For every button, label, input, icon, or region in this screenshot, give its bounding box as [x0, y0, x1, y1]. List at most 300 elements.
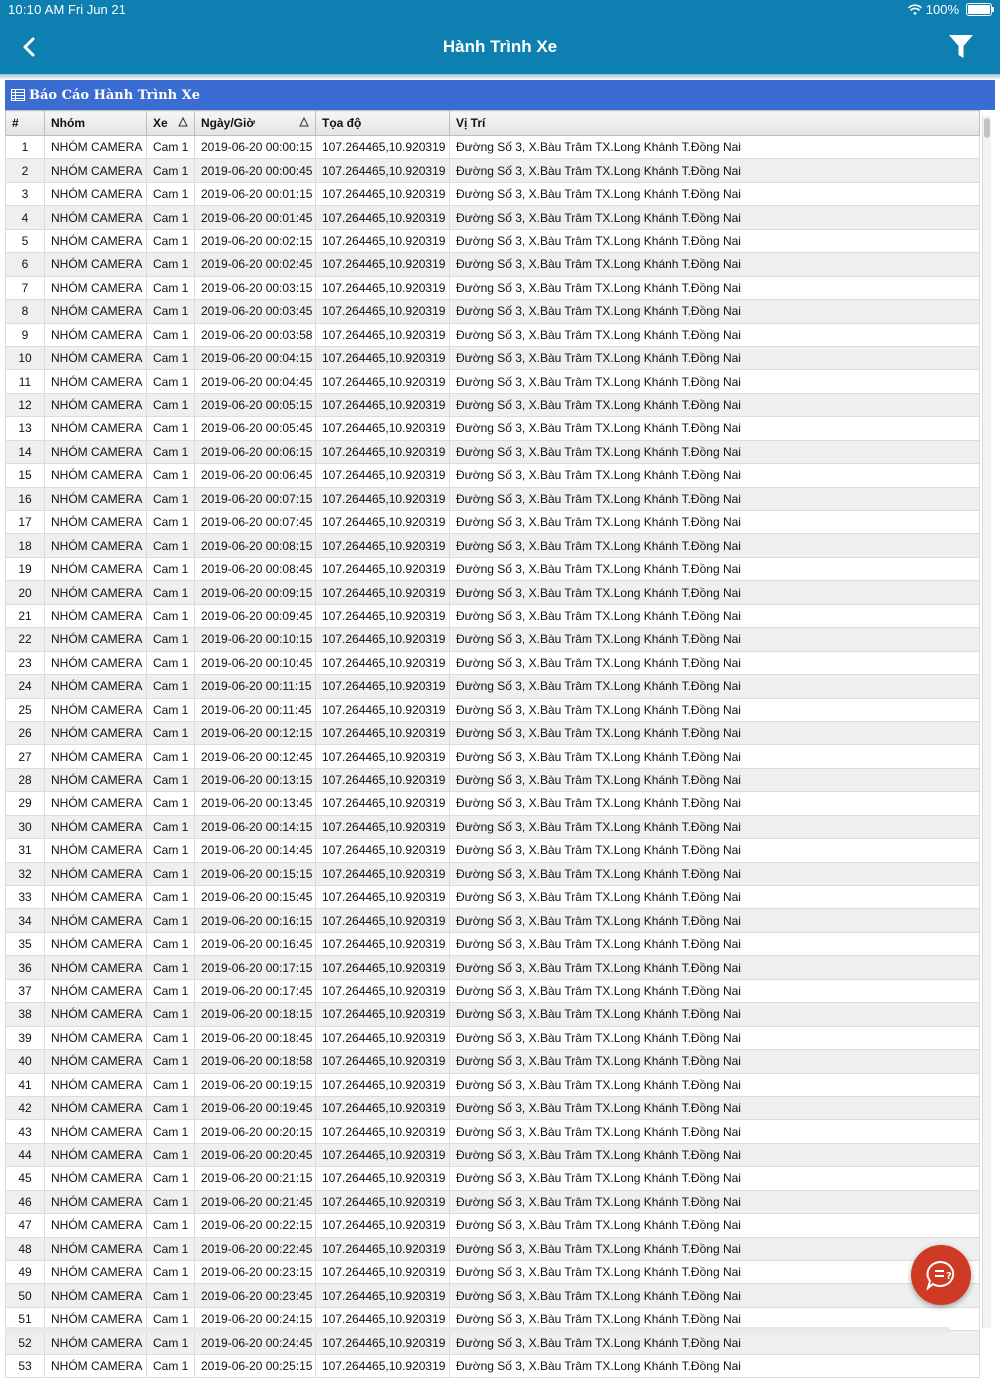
cell-location: Đường Số 3, X.Bàu Trâm TX.Long Khánh T.Đồng Nai: [450, 698, 980, 721]
table-row[interactable]: [6, 909, 980, 932]
cell-datetime: 2019-06-20 00:05:15: [195, 393, 316, 416]
table-row[interactable]: [6, 1050, 980, 1073]
cell-coordinates: 107.264465,10.920319: [316, 276, 450, 299]
table-row[interactable]: [6, 815, 980, 838]
cell-coordinates: 107.264465,10.920319: [316, 909, 450, 932]
table-row[interactable]: [6, 487, 980, 510]
cell-location: Đường Số 3, X.Bàu Trâm TX.Long Khánh T.Đồng Nai: [450, 604, 980, 627]
cell-location: Đường Số 3, X.Bàu Trâm TX.Long Khánh T.Đồng Nai: [450, 159, 980, 182]
cell-datetime: 2019-06-20 00:02:45: [195, 253, 316, 276]
cell-coordinates: 107.264465,10.920319: [316, 159, 450, 182]
cell-location: Đường Số 3, X.Bàu Trâm TX.Long Khánh T.Đồng Nai: [450, 839, 980, 862]
cell-index: 2: [6, 159, 45, 182]
cell-vehicle: Cam 1: [147, 815, 195, 838]
cell-vehicle: Cam 1: [147, 534, 195, 557]
cell-location: Đường Số 3, X.Bàu Trâm TX.Long Khánh T.Đồng Nai: [450, 1214, 980, 1237]
status-date: Fri Jun 21: [68, 2, 126, 17]
cell-group: NHÓM CAMERA: [45, 300, 147, 323]
cell-vehicle: Cam 1: [147, 1237, 195, 1260]
cell-group: NHÓM CAMERA: [45, 1026, 147, 1049]
table-row[interactable]: [6, 276, 980, 299]
table-row[interactable]: [6, 628, 980, 651]
cell-datetime: 2019-06-20 00:00:45: [195, 159, 316, 182]
cell-datetime: 2019-06-20 00:21:15: [195, 1167, 316, 1190]
cell-index: 19: [6, 557, 45, 580]
cell-coordinates: 107.264465,10.920319: [316, 862, 450, 885]
table-row[interactable]: [6, 136, 980, 159]
cell-index: 29: [6, 792, 45, 815]
cell-location: Đường Số 3, X.Bàu Trâm TX.Long Khánh T.Đồng Nai: [450, 1143, 980, 1166]
cell-index: 5: [6, 229, 45, 252]
cell-vehicle: Cam 1: [147, 159, 195, 182]
cell-coordinates: 107.264465,10.920319: [316, 1026, 450, 1049]
cell-coordinates: 107.264465,10.920319: [316, 253, 450, 276]
table-row[interactable]: [6, 721, 980, 744]
top-navigation-bar: [0, 0, 1000, 74]
cell-index: 15: [6, 464, 45, 487]
cell-location: Đường Số 3, X.Bàu Trâm TX.Long Khánh T.Đồng Nai: [450, 628, 980, 651]
cell-location: Đường Số 3, X.Bàu Trâm TX.Long Khánh T.Đồng Nai: [450, 136, 980, 159]
cell-coordinates: 107.264465,10.920319: [316, 346, 450, 369]
cell-location: Đường Số 3, X.Bàu Trâm TX.Long Khánh T.Đồng Nai: [450, 1307, 980, 1330]
cell-datetime: 2019-06-20 00:18:45: [195, 1026, 316, 1049]
cell-coordinates: 107.264465,10.920319: [316, 1261, 450, 1284]
cell-index: 22: [6, 628, 45, 651]
cell-index: 16: [6, 487, 45, 510]
table-row[interactable]: [6, 1261, 980, 1284]
cell-location: Đường Số 3, X.Bàu Trâm TX.Long Khánh T.Đồng Nai: [450, 745, 980, 768]
cell-index: 51: [6, 1307, 45, 1330]
cell-datetime: 2019-06-20 00:16:15: [195, 909, 316, 932]
cell-group: NHÓM CAMERA: [45, 721, 147, 744]
cell-group: NHÓM CAMERA: [45, 557, 147, 580]
column-header-coordinates[interactable]: Tọa độ: [316, 111, 450, 136]
cell-group: NHÓM CAMERA: [45, 393, 147, 416]
table-row[interactable]: [6, 229, 980, 252]
cell-group: NHÓM CAMERA: [45, 628, 147, 651]
report-header: [5, 80, 995, 110]
cell-coordinates: 107.264465,10.920319: [316, 581, 450, 604]
cell-vehicle: Cam 1: [147, 1003, 195, 1026]
cell-datetime: 2019-06-20 00:07:45: [195, 511, 316, 534]
cell-group: NHÓM CAMERA: [45, 839, 147, 862]
chat-support-button[interactable]: [911, 1245, 971, 1305]
table-row[interactable]: [6, 1190, 980, 1213]
cell-datetime: 2019-06-20 00:04:15: [195, 346, 316, 369]
cell-datetime: 2019-06-20 00:24:45: [195, 1331, 316, 1354]
table-row[interactable]: [6, 886, 980, 909]
column-header-vehicle[interactable]: [147, 111, 195, 136]
cell-location: Đường Số 3, X.Bàu Trâm TX.Long Khánh T.Đồng Nai: [450, 1167, 980, 1190]
cell-datetime: 2019-06-20 00:24:15: [195, 1307, 316, 1330]
cell-vehicle: Cam 1: [147, 768, 195, 791]
cell-index: 44: [6, 1143, 45, 1166]
cell-vehicle: Cam 1: [147, 1050, 195, 1073]
cell-vehicle: Cam 1: [147, 1096, 195, 1119]
cell-datetime: 2019-06-20 00:17:45: [195, 979, 316, 1002]
cell-vehicle: Cam 1: [147, 698, 195, 721]
cell-datetime: 2019-06-20 00:11:45: [195, 698, 316, 721]
cell-coordinates: 107.264465,10.920319: [316, 1120, 450, 1143]
cell-location: Đường Số 3, X.Bàu Trâm TX.Long Khánh T.Đồng Nai: [450, 721, 980, 744]
cell-group: NHÓM CAMERA: [45, 1284, 147, 1307]
cell-location: Đường Số 3, X.Bàu Trâm TX.Long Khánh T.Đồng Nai: [450, 323, 980, 346]
cell-location: Đường Số 3, X.Bàu Trâm TX.Long Khánh T.Đồng Nai: [450, 1050, 980, 1073]
table-row[interactable]: [6, 862, 980, 885]
cell-coordinates: 107.264465,10.920319: [316, 815, 450, 838]
cell-location: Đường Số 3, X.Bàu Trâm TX.Long Khánh T.Đồng Nai: [450, 182, 980, 205]
cell-coordinates: 107.264465,10.920319: [316, 464, 450, 487]
table-header-row: [6, 111, 980, 136]
sort-triangle-icon: [299, 117, 309, 127]
cell-datetime: 2019-06-20 00:03:45: [195, 300, 316, 323]
cell-vehicle: Cam 1: [147, 229, 195, 252]
cell-group: NHÓM CAMERA: [45, 1331, 147, 1354]
cell-vehicle: Cam 1: [147, 557, 195, 580]
cell-datetime: 2019-06-20 00:06:15: [195, 440, 316, 463]
cell-index: 27: [6, 745, 45, 768]
cell-datetime: 2019-06-20 00:07:15: [195, 487, 316, 510]
cell-location: Đường Số 3, X.Bàu Trâm TX.Long Khánh T.Đồng Nai: [450, 346, 980, 369]
cell-group: NHÓM CAMERA: [45, 1143, 147, 1166]
table-row[interactable]: [6, 1214, 980, 1237]
cell-vehicle: Cam 1: [147, 440, 195, 463]
cell-datetime: 2019-06-20 00:16:45: [195, 932, 316, 955]
cell-coordinates: 107.264465,10.920319: [316, 628, 450, 651]
cell-group: NHÓM CAMERA: [45, 745, 147, 768]
cell-location: Đường Số 3, X.Bàu Trâm TX.Long Khánh T.Đồng Nai: [450, 886, 980, 909]
table-row[interactable]: [6, 393, 980, 416]
cell-coordinates: 107.264465,10.920319: [316, 1096, 450, 1119]
table-row[interactable]: [6, 511, 980, 534]
table-row[interactable]: [6, 745, 980, 768]
cell-index: 25: [6, 698, 45, 721]
cell-datetime: 2019-06-20 00:23:45: [195, 1284, 316, 1307]
cell-vehicle: Cam 1: [147, 182, 195, 205]
table-row[interactable]: [6, 370, 980, 393]
table-row[interactable]: [6, 557, 980, 580]
cell-datetime: 2019-06-20 00:25:15: [195, 1354, 316, 1377]
cell-vehicle: Cam 1: [147, 300, 195, 323]
cell-coordinates: 107.264465,10.920319: [316, 393, 450, 416]
table-row[interactable]: [6, 346, 980, 369]
cell-datetime: 2019-06-20 00:22:45: [195, 1237, 316, 1260]
cell-group: NHÓM CAMERA: [45, 370, 147, 393]
cell-group: NHÓM CAMERA: [45, 886, 147, 909]
cell-location: Đường Số 3, X.Bàu Trâm TX.Long Khánh T.Đồng Nai: [450, 487, 980, 510]
cell-location: Đường Số 3, X.Bàu Trâm TX.Long Khánh T.Đồng Nai: [450, 370, 980, 393]
cell-group: NHÓM CAMERA: [45, 276, 147, 299]
scrollbar-thumb[interactable]: [984, 118, 990, 138]
cell-location: Đường Số 3, X.Bàu Trâm TX.Long Khánh T.Đồng Nai: [450, 1026, 980, 1049]
cell-group: NHÓM CAMERA: [45, 253, 147, 276]
cell-coordinates: 107.264465,10.920319: [316, 1307, 450, 1330]
cell-coordinates: 107.264465,10.920319: [316, 604, 450, 627]
status-indicators: [908, 2, 992, 17]
cell-index: 53: [6, 1354, 45, 1377]
cell-datetime: 2019-06-20 00:20:45: [195, 1143, 316, 1166]
cell-index: 37: [6, 979, 45, 1002]
cell-group: NHÓM CAMERA: [45, 511, 147, 534]
table-row[interactable]: [6, 1237, 980, 1260]
cell-group: NHÓM CAMERA: [45, 792, 147, 815]
cell-coordinates: 107.264465,10.920319: [316, 1050, 450, 1073]
cell-datetime: 2019-06-20 00:13:15: [195, 768, 316, 791]
cell-vehicle: Cam 1: [147, 1214, 195, 1237]
cell-location: Đường Số 3, X.Bàu Trâm TX.Long Khánh T.Đồng Nai: [450, 1331, 980, 1354]
table-row[interactable]: [6, 300, 980, 323]
cell-index: 41: [6, 1073, 45, 1096]
cell-location: Đường Số 3, X.Bàu Trâm TX.Long Khánh T.Đồng Nai: [450, 1190, 980, 1213]
cell-vehicle: Cam 1: [147, 1261, 195, 1284]
table-row[interactable]: [6, 534, 980, 557]
cell-index: 35: [6, 932, 45, 955]
cell-location: Đường Số 3, X.Bàu Trâm TX.Long Khánh T.Đồng Nai: [450, 862, 980, 885]
cell-vehicle: Cam 1: [147, 979, 195, 1002]
cell-datetime: 2019-06-20 00:21:45: [195, 1190, 316, 1213]
cell-location: Đường Số 3, X.Bàu Trâm TX.Long Khánh T.Đồng Nai: [450, 1120, 980, 1143]
table-row[interactable]: [6, 956, 980, 979]
cell-index: 7: [6, 276, 45, 299]
table-row[interactable]: [6, 1096, 980, 1119]
table-row[interactable]: [6, 206, 980, 229]
cell-datetime: 2019-06-20 00:10:15: [195, 628, 316, 651]
cell-vehicle: Cam 1: [147, 1190, 195, 1213]
cell-location: Đường Số 3, X.Bàu Trâm TX.Long Khánh T.Đồng Nai: [450, 464, 980, 487]
cell-datetime: 2019-06-20 00:04:45: [195, 370, 316, 393]
cell-vehicle: Cam 1: [147, 1331, 195, 1354]
cell-group: NHÓM CAMERA: [45, 956, 147, 979]
cell-vehicle: Cam 1: [147, 675, 195, 698]
table-row[interactable]: [6, 417, 980, 440]
table-row[interactable]: [6, 159, 980, 182]
cell-group: NHÓM CAMERA: [45, 487, 147, 510]
cell-datetime: 2019-06-20 00:13:45: [195, 792, 316, 815]
cell-location: Đường Số 3, X.Bàu Trâm TX.Long Khánh T.Đồng Nai: [450, 1096, 980, 1119]
cell-index: 34: [6, 909, 45, 932]
svg-text:?: ?: [946, 1271, 952, 1282]
table-row[interactable]: [6, 323, 980, 346]
table-row[interactable]: [6, 1331, 980, 1354]
cell-coordinates: 107.264465,10.920319: [316, 979, 450, 1002]
cell-group: NHÓM CAMERA: [45, 675, 147, 698]
cell-group: NHÓM CAMERA: [45, 182, 147, 205]
cell-vehicle: Cam 1: [147, 886, 195, 909]
cell-location: Đường Số 3, X.Bàu Trâm TX.Long Khánh T.Đồng Nai: [450, 1237, 980, 1260]
cell-group: NHÓM CAMERA: [45, 1167, 147, 1190]
cell-group: NHÓM CAMERA: [45, 651, 147, 674]
cell-group: NHÓM CAMERA: [45, 1261, 147, 1284]
cell-location: Đường Số 3, X.Bàu Trâm TX.Long Khánh T.Đồng Nai: [450, 440, 980, 463]
cell-index: 31: [6, 839, 45, 862]
cell-datetime: 2019-06-20 00:23:15: [195, 1261, 316, 1284]
cell-coordinates: 107.264465,10.920319: [316, 370, 450, 393]
table-row[interactable]: [6, 932, 980, 955]
cell-index: 46: [6, 1190, 45, 1213]
cell-group: NHÓM CAMERA: [45, 1120, 147, 1143]
cell-vehicle: Cam 1: [147, 276, 195, 299]
table-row[interactable]: [6, 768, 980, 791]
column-header-group[interactable]: Nhóm: [45, 111, 147, 136]
cell-datetime: 2019-06-20 00:19:15: [195, 1073, 316, 1096]
cell-vehicle: Cam 1: [147, 464, 195, 487]
cell-coordinates: 107.264465,10.920319: [316, 768, 450, 791]
cell-group: NHÓM CAMERA: [45, 768, 147, 791]
column-header-vehicle-label: Xe: [153, 116, 168, 130]
cell-datetime: 2019-06-20 00:19:45: [195, 1096, 316, 1119]
cell-coordinates: 107.264465,10.920319: [316, 1167, 450, 1190]
cell-index: 52: [6, 1331, 45, 1354]
cell-coordinates: 107.264465,10.920319: [316, 487, 450, 510]
cell-coordinates: 107.264465,10.920319: [316, 956, 450, 979]
table-row[interactable]: [6, 1073, 980, 1096]
cell-datetime: 2019-06-20 00:08:15: [195, 534, 316, 557]
cell-vehicle: Cam 1: [147, 932, 195, 955]
cell-group: NHÓM CAMERA: [45, 136, 147, 159]
cell-location: Đường Số 3, X.Bàu Trâm TX.Long Khánh T.Đồng Nai: [450, 815, 980, 838]
cell-group: NHÓM CAMERA: [45, 323, 147, 346]
cell-coordinates: 107.264465,10.920319: [316, 1143, 450, 1166]
sort-triangle-icon: [178, 117, 188, 127]
table-row[interactable]: [6, 1143, 980, 1166]
cell-location: Đường Số 3, X.Bàu Trâm TX.Long Khánh T.Đồng Nai: [450, 1354, 980, 1377]
cell-group: NHÓM CAMERA: [45, 862, 147, 885]
cell-coordinates: 107.264465,10.920319: [316, 698, 450, 721]
filter-button[interactable]: [948, 33, 974, 61]
cell-location: Đường Số 3, X.Bàu Trâm TX.Long Khánh T.Đồng Nai: [450, 1003, 980, 1026]
cell-coordinates: 107.264465,10.920319: [316, 721, 450, 744]
cell-location: Đường Số 3, X.Bàu Trâm TX.Long Khánh T.Đồng Nai: [450, 768, 980, 791]
cell-coordinates: 107.264465,10.920319: [316, 745, 450, 768]
cell-coordinates: 107.264465,10.920319: [316, 511, 450, 534]
cell-group: NHÓM CAMERA: [45, 909, 147, 932]
status-time: 10:10 AM: [8, 2, 65, 17]
column-header-index[interactable]: #: [6, 111, 45, 136]
cell-index: 4: [6, 206, 45, 229]
cell-index: 14: [6, 440, 45, 463]
table-row[interactable]: [6, 675, 980, 698]
cell-vehicle: Cam 1: [147, 1167, 195, 1190]
table-row[interactable]: [6, 651, 980, 674]
cell-datetime: 2019-06-20 00:15:15: [195, 862, 316, 885]
cell-index: 8: [6, 300, 45, 323]
cell-datetime: 2019-06-20 00:08:45: [195, 557, 316, 580]
table-grid-icon: [11, 89, 25, 101]
cell-datetime: 2019-06-20 00:02:15: [195, 229, 316, 252]
cell-group: NHÓM CAMERA: [45, 159, 147, 182]
cell-index: 1: [6, 136, 45, 159]
cell-group: NHÓM CAMERA: [45, 815, 147, 838]
cell-coordinates: 107.264465,10.920319: [316, 229, 450, 252]
cell-coordinates: 107.264465,10.920319: [316, 1331, 450, 1354]
cell-datetime: 2019-06-20 00:12:15: [195, 721, 316, 744]
cell-location: Đường Số 3, X.Bàu Trâm TX.Long Khánh T.Đồng Nai: [450, 557, 980, 580]
cell-coordinates: 107.264465,10.920319: [316, 323, 450, 346]
cell-index: 33: [6, 886, 45, 909]
cell-index: 30: [6, 815, 45, 838]
cell-index: 10: [6, 346, 45, 369]
cell-datetime: 2019-06-20 00:20:15: [195, 1120, 316, 1143]
cell-index: 40: [6, 1050, 45, 1073]
cell-datetime: 2019-06-20 00:14:15: [195, 815, 316, 838]
cell-location: Đường Số 3, X.Bàu Trâm TX.Long Khánh T.Đồng Nai: [450, 417, 980, 440]
cell-coordinates: 107.264465,10.920319: [316, 792, 450, 815]
cell-vehicle: Cam 1: [147, 136, 195, 159]
cell-group: NHÓM CAMERA: [45, 979, 147, 1002]
table-row[interactable]: [6, 1354, 980, 1377]
cell-location: Đường Số 3, X.Bàu Trâm TX.Long Khánh T.Đồng Nai: [450, 276, 980, 299]
battery-percent: 100%: [925, 2, 959, 17]
table-row[interactable]: [6, 604, 980, 627]
table-row[interactable]: [6, 1284, 980, 1307]
cell-coordinates: 107.264465,10.920319: [316, 557, 450, 580]
cell-group: NHÓM CAMERA: [45, 440, 147, 463]
cell-location: Đường Số 3, X.Bàu Trâm TX.Long Khánh T.Đồng Nai: [450, 534, 980, 557]
cell-group: NHÓM CAMERA: [45, 1190, 147, 1213]
cell-location: Đường Số 3, X.Bàu Trâm TX.Long Khánh T.Đồng Nai: [450, 979, 980, 1002]
cell-location: Đường Số 3, X.Bàu Trâm TX.Long Khánh T.Đồng Nai: [450, 1073, 980, 1096]
table-row[interactable]: [6, 182, 980, 205]
cell-vehicle: Cam 1: [147, 604, 195, 627]
report-panel: [5, 80, 995, 1373]
table-row[interactable]: [6, 464, 980, 487]
cell-location: Đường Số 3, X.Bàu Trâm TX.Long Khánh T.Đồng Nai: [450, 253, 980, 276]
cell-coordinates: 107.264465,10.920319: [316, 1214, 450, 1237]
cell-group: NHÓM CAMERA: [45, 604, 147, 627]
horizontal-scrollbar[interactable]: [5, 1327, 950, 1333]
cell-location: Đường Số 3, X.Bàu Trâm TX.Long Khánh T.Đồng Nai: [450, 792, 980, 815]
table-row[interactable]: [6, 1026, 980, 1049]
table-row[interactable]: [6, 979, 980, 1002]
table-row[interactable]: [6, 698, 980, 721]
vertical-scrollbar[interactable]: [982, 116, 991, 1328]
wifi-icon: [908, 4, 922, 16]
table-row[interactable]: [6, 839, 980, 862]
cell-coordinates: 107.264465,10.920319: [316, 932, 450, 955]
cell-datetime: 2019-06-20 00:17:15: [195, 956, 316, 979]
cell-index: 11: [6, 370, 45, 393]
cell-index: 3: [6, 182, 45, 205]
table-row[interactable]: [6, 440, 980, 463]
cell-datetime: 2019-06-20 00:18:58: [195, 1050, 316, 1073]
cell-vehicle: Cam 1: [147, 721, 195, 744]
cell-index: 32: [6, 862, 45, 885]
cell-vehicle: Cam 1: [147, 581, 195, 604]
cell-location: Đường Số 3, X.Bàu Trâm TX.Long Khánh T.Đồng Nai: [450, 229, 980, 252]
cell-index: 17: [6, 511, 45, 534]
table-row[interactable]: [6, 253, 980, 276]
cell-vehicle: Cam 1: [147, 1120, 195, 1143]
table-row[interactable]: [6, 581, 980, 604]
table-row[interactable]: [6, 1003, 980, 1026]
table-row[interactable]: [6, 1167, 980, 1190]
cell-index: 47: [6, 1214, 45, 1237]
table-row[interactable]: [6, 1120, 980, 1143]
cell-index: 23: [6, 651, 45, 674]
cell-index: 20: [6, 581, 45, 604]
column-header-datetime[interactable]: [195, 111, 316, 136]
cell-group: NHÓM CAMERA: [45, 1073, 147, 1096]
cell-vehicle: Cam 1: [147, 909, 195, 932]
cell-vehicle: Cam 1: [147, 346, 195, 369]
table-row[interactable]: [6, 792, 980, 815]
cell-vehicle: Cam 1: [147, 511, 195, 534]
cell-index: 26: [6, 721, 45, 744]
cell-coordinates: 107.264465,10.920319: [316, 675, 450, 698]
cell-coordinates: 107.264465,10.920319: [316, 886, 450, 909]
column-header-location[interactable]: Vị Trí: [450, 111, 980, 136]
column-header-datetime-label: Ngày/Giờ: [201, 116, 255, 130]
